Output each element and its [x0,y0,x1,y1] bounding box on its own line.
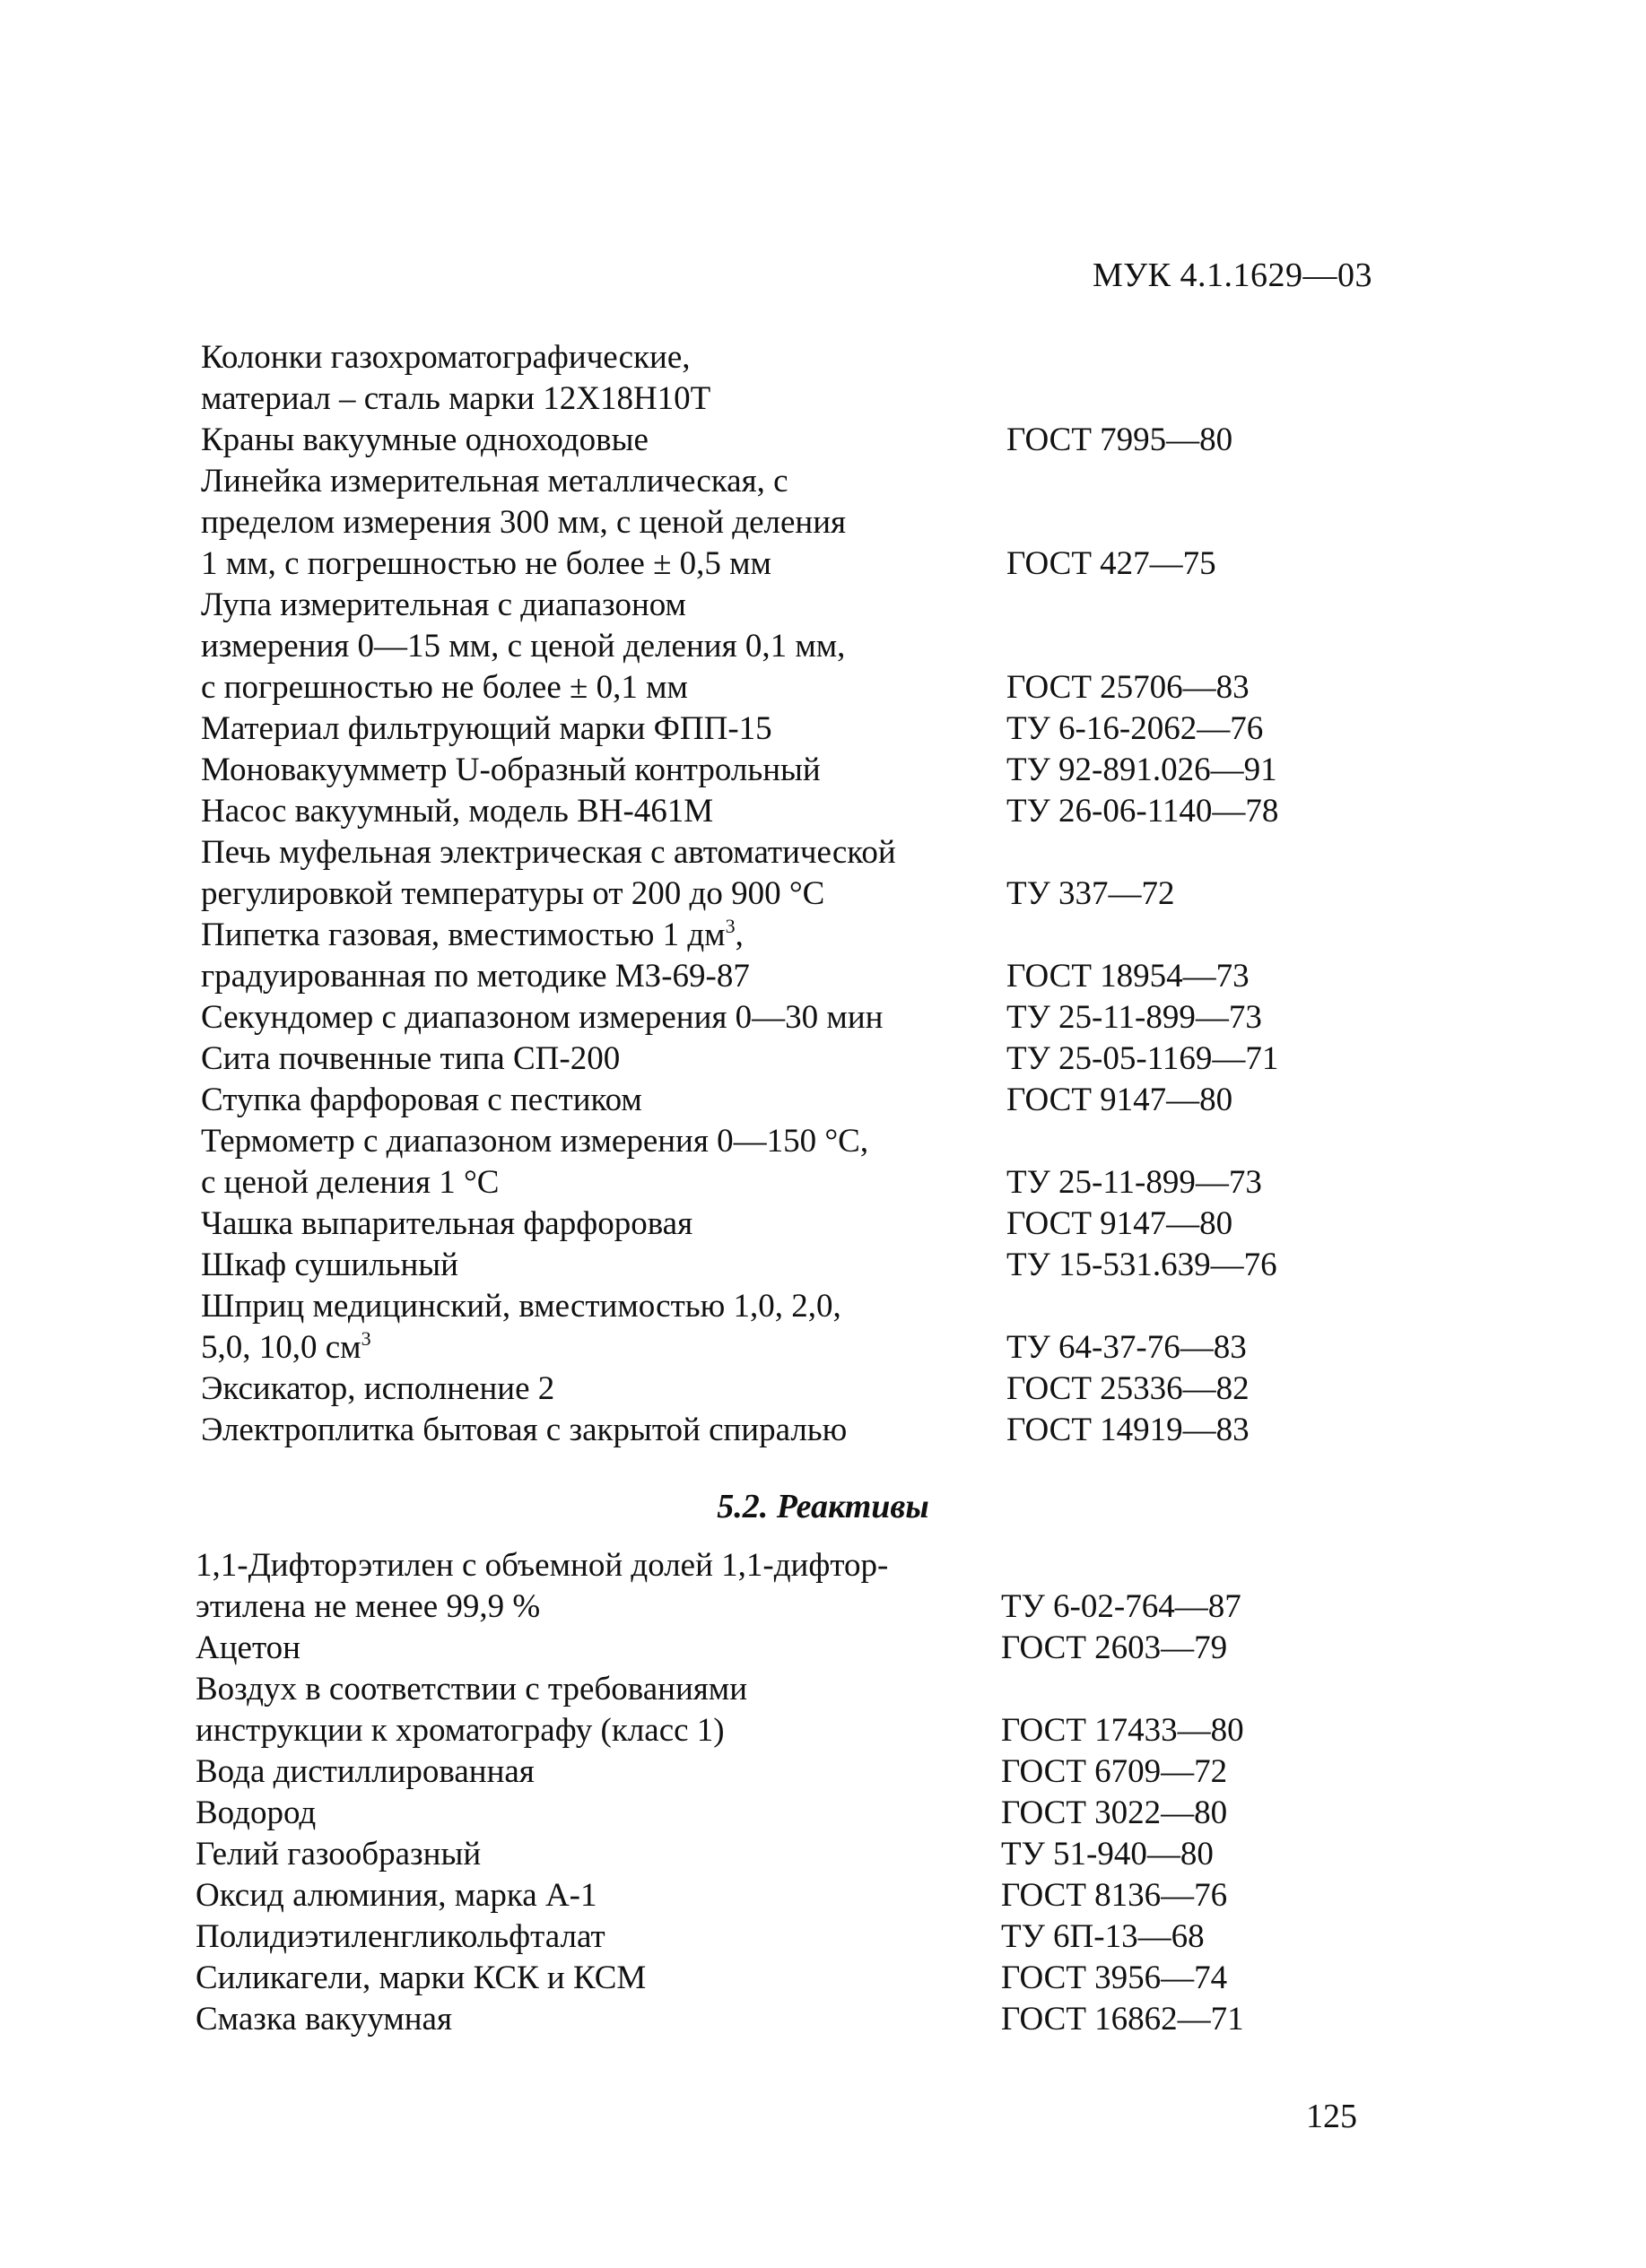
list-item [201,626,1421,667]
item-standard: ТУ 337—72 [1006,875,1175,912]
list-item [201,667,1421,708]
list-item [201,420,1421,461]
list-item [196,1545,1415,1586]
list-item [201,1038,1421,1080]
item-standard: ГОСТ 8136—76 [1001,1877,1228,1914]
item-name: пределом измерения 300 мм, с ценой деления [201,504,847,541]
item-standard: ГОСТ 3956—74 [1001,1960,1228,1996]
item-name: 5,0, 10,0 $см^3$ [201,1327,371,1366]
item-name: Краны вакуумные одноходовые [201,421,649,458]
list-item [201,1327,1421,1369]
list-item [196,1834,1415,1875]
list-item [201,585,1421,626]
item-standard: ГОСТ 9147—80 [1006,1205,1233,1242]
list-item [196,1999,1415,2040]
item-name: с погрешностью не более ± 0,1 мм [201,669,688,706]
item-name: Смазка вакуумная [196,2001,452,2038]
list-item [201,791,1421,832]
item-name: Силикагели, марки КСК и КСМ [196,1960,647,1996]
item-name: регулировкой температуры от 200 до 900 °С [201,875,825,912]
list-item [201,832,1421,873]
item-name: этилена не менее 99,9 % [196,1588,541,1625]
item-name: Пипетка газовая, вместимостью 1 $дм^3$, [201,915,744,953]
item-standard: ГОСТ 17433—80 [1001,1712,1244,1749]
reagents-list [196,1545,1415,2040]
list-item [196,1793,1415,1834]
item-name: Линейка измерительная металлическая, с [201,463,788,500]
item-standard: ТУ 25-11-899—73 [1006,1164,1262,1201]
list-item [201,1121,1421,1162]
item-name: Вода дистиллированная [196,1753,535,1790]
item-standard: ГОСТ 3022—80 [1001,1794,1228,1831]
item-standard: ГОСТ 18954—73 [1006,958,1250,995]
list-item [201,708,1421,750]
item-name: 1,1-Дифторэтилен с объемной долей 1,1-дифтор- [196,1547,889,1584]
list-item [201,956,1421,997]
list-item [201,378,1421,420]
equipment-list [201,337,1421,1451]
item-standard: ТУ 26-06-1140—78 [1006,793,1279,830]
item-standard: ГОСТ 6709—72 [1001,1753,1228,1790]
item-standard: ГОСТ 14919—83 [1006,1412,1250,1448]
item-standard: ГОСТ 2603—79 [1001,1629,1228,1666]
list-item [201,1286,1421,1327]
item-name: Эксикатор, исполнение 2 [201,1370,555,1407]
item-standard: ТУ 51-940—80 [1001,1836,1214,1873]
list-item [201,502,1421,543]
list-item [201,1080,1421,1121]
item-name: Полидиэтиленгликольфталат [196,1918,605,1955]
list-item [196,1586,1415,1628]
page-number: 125 [1306,2098,1357,2135]
item-name: Воздух в соответствии с требованиями [196,1671,748,1708]
item-standard: ГОСТ 7995—80 [1006,421,1233,458]
item-name: с ценой деления 1 °С [201,1164,500,1201]
list-item [201,1204,1421,1245]
list-item [201,873,1421,915]
item-name: Шкаф сушильный [201,1247,458,1283]
list-item [201,1162,1421,1204]
list-item [201,750,1421,791]
item-standard: ТУ 6-02-764—87 [1001,1588,1241,1625]
list-item [196,1710,1415,1751]
unit-superscript: 3 [725,915,736,937]
item-name: Термометр с диапазоном измерения 0—150 °С, [201,1123,869,1160]
item-name: Чашка выпарительная фарфоровая [201,1205,693,1242]
item-name: Сита почвенные типа СП-200 [201,1040,621,1077]
unit-superscript: 3 [361,1327,371,1350]
item-standard: ТУ 64-37-76—83 [1006,1329,1247,1366]
list-item [201,543,1421,585]
item-name: инструкции к хроматографу (класс 1) [196,1712,725,1749]
item-standard: ТУ 15-531.639—76 [1006,1247,1277,1283]
item-name: измерения 0—15 мм, с ценой деления 0,1 мм, [201,628,846,665]
list-item [196,1958,1415,1999]
list-item [196,1916,1415,1958]
item-standard: ТУ 6П-13—68 [1001,1918,1205,1955]
item-standard: ТУ 6-16-2062—76 [1006,710,1264,747]
item-name: Ступка фарфоровая с пестиком [201,1082,642,1118]
item-name: Оксид алюминия, марка А-1 [196,1877,597,1914]
item-name: градуированная по методике МЗ-69-87 [201,958,750,995]
list-item [196,1875,1415,1916]
item-name: Шприц медицинский, вместимостью 1,0, 2,0, [201,1288,841,1325]
item-name: Ацетон [196,1629,300,1666]
item-name: Секундомер с диапазоном измерения 0—30 мин [201,999,884,1036]
item-standard: ГОСТ 9147—80 [1006,1082,1233,1118]
list-item [196,1628,1415,1669]
document-code: МУК 4.1.1629—03 [1092,256,1372,294]
list-item [201,1369,1421,1410]
list-item [201,337,1421,378]
list-item [196,1751,1415,1793]
item-standard: ГОСТ 25706—83 [1006,669,1250,706]
item-standard: ГОСТ 427—75 [1006,545,1216,582]
item-standard: ТУ 25-11-899—73 [1006,999,1262,1036]
item-name: Лупа измерительная с диапазоном [201,587,686,623]
list-item [201,997,1421,1038]
item-standard: ТУ 25-05-1169—71 [1006,1040,1279,1077]
item-name: 1 мм, с погрешностью не более ± 0,5 мм [201,545,771,582]
item-name: Водород [196,1794,317,1831]
item-name: Электроплитка бытовая с закрытой спиралью [201,1412,848,1448]
list-item [201,1245,1421,1286]
item-standard: ГОСТ 25336—82 [1006,1370,1250,1407]
item-name: Моновакуумметр U-образный контрольный [201,752,821,788]
list-item [201,1410,1421,1451]
list-item [201,915,1421,956]
item-name: Материал фильтрующий марки ФПП-15 [201,710,772,747]
list-item [196,1669,1415,1710]
item-standard: ГОСТ 16862—71 [1001,2001,1244,2038]
item-name: Гелий газообразный [196,1836,482,1873]
item-name: материал – сталь марки 12Х18Н10Т [201,380,711,417]
item-name: Печь муфельная электрическая с автоматической [201,834,896,871]
section-title-reagents: 5.2. Реактивы [717,1488,929,1525]
item-name: Насос вакуумный, модель ВН-461М [201,793,714,830]
item-name: Колонки газохроматографические, [201,339,691,376]
list-item [201,461,1421,502]
item-standard: ТУ 92-891.026—91 [1006,752,1277,788]
